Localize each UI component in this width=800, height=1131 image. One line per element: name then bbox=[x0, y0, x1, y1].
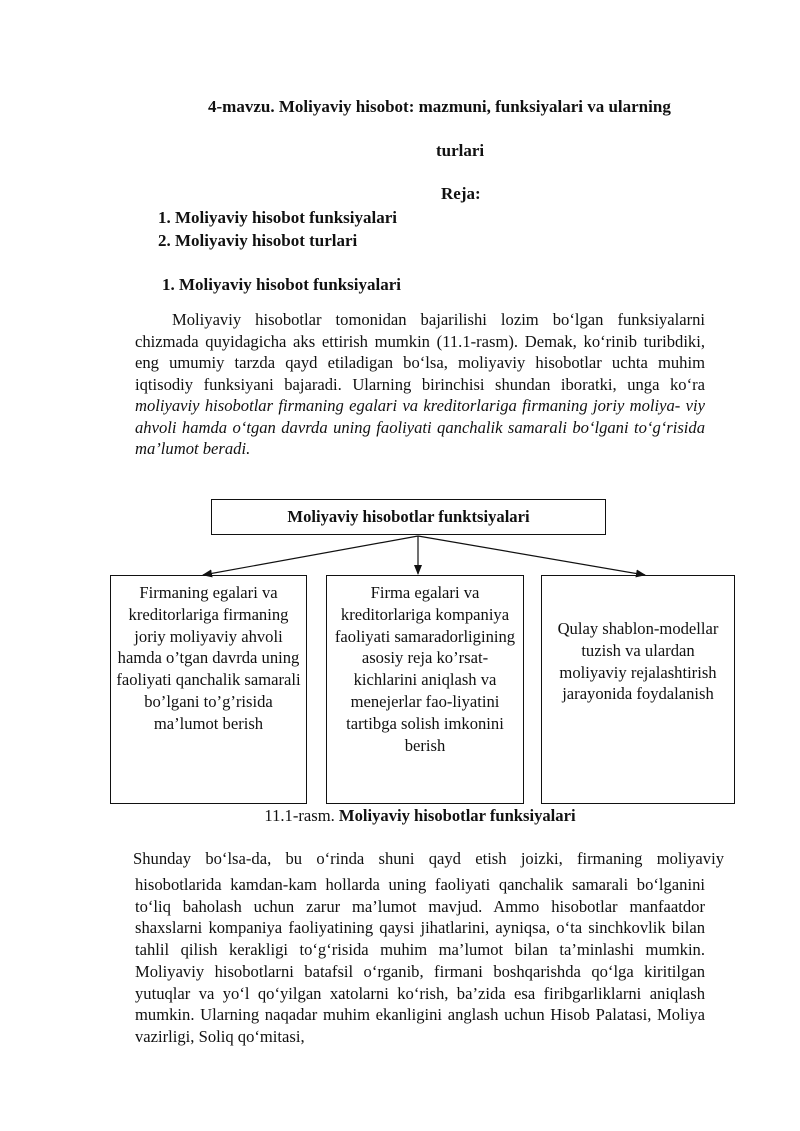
plan-heading: Reja: bbox=[441, 184, 481, 203]
diagram-root-box bbox=[211, 499, 606, 535]
diagram-child-label: Firmaning egalari va kreditorlariga firmaning joriy moliyaviy ahvoli hamda o’tgan davrda uning faoliyati qanchalik samarali bo’lgani to’g’risida ma’lumot berish bbox=[116, 583, 301, 733]
diagram-child-label: Firma egalari va kreditorlariga kompaniya faoliyati samaradorligining asosiy reja ko’rsat-kichlarini aniqlash va menejerlar fao-liyatini tartibga solish imkonini berish bbox=[334, 583, 516, 755]
caption-prefix: 11.1-rasm. bbox=[264, 806, 339, 825]
paragraph-2-first-line: Shunday bo‘lsa-da, bu o‘rinda shuni qayd etish joizki, firmaning moliyaviy bbox=[133, 849, 724, 868]
paragraph-2: hisobotlarida kamdan-kam hollarda uning faoliyati qanchalik samarali bo‘lganini to‘liq baholash uchun zarur ma’lumot mavjud. Ammo hisobotlar manfaatdor shaxslarni kompaniya faoliyatining qaysi jihatlarini, ayniqsa, o‘ta sinchkovlik bilan tahlil qilish kerakligi to‘g‘risida muhim ma’lumot bilan ta’minlashi mumkin. Moliyaviy hisobotlarni batafsil o‘rganib, firmani boshqarishda qo‘lga kiritilgan yutuqlar va yo‘l qo‘yilgan xatolarni ko‘rish, ba’zida esa firibgarliklarni aniqlash mumkin. Ularning naqadar muhim ekanligini anglash uchun Hisob Palatasi, Moliya vazirligi, Soliq qo‘mitasi, bbox=[135, 875, 705, 1046]
diagram-child-label: Qulay shablon-modellar tuzish va ulardan moliyaviy rejalashtirish jarayonida foydalanish bbox=[557, 619, 719, 704]
arrow-right bbox=[418, 536, 645, 575]
figure-caption bbox=[0, 806, 800, 826]
paragraph-1 bbox=[135, 309, 705, 460]
diagram-root-label: Moliyaviy hisobotlar funktsiyalari bbox=[287, 507, 530, 526]
plan-item: 1. Moliyaviy hisobot funksiyalari bbox=[158, 208, 397, 227]
caption-title: Moliyaviy hisobotlar funksiyalari bbox=[338, 806, 576, 825]
document-title-line2: turlari bbox=[436, 141, 485, 160]
arrow-left bbox=[203, 536, 418, 575]
diagram-child-box bbox=[326, 575, 524, 804]
paragraph-1-text: Moliyaviy hisobotlar tomonidan bajarilishi lozim bo‘lgan funksiyalarni chizmada quyidagicha aks ettirish mumkin (11.1-rasm). Demak, ko‘rinib turibdiki, eng umumiy tarzda qayd etiladigan bo‘lsa, moliyaviy hisobotlar uchta muhim iqtisodiy funksiyani bajaradi. Ularning birinchisi shundan iboratki, unga ko‘ra bbox=[135, 310, 705, 394]
section-heading: 1. Moliyaviy hisobot funksiyalari bbox=[162, 275, 401, 294]
diagram-child-box bbox=[541, 575, 735, 804]
plan-item: 2. Moliyaviy hisobot turlari bbox=[158, 231, 358, 250]
diagram-child-box bbox=[110, 575, 307, 804]
document-title-line1: 4-mavzu. Moliyaviy hisobot: mazmuni, funksiyalari va ularning bbox=[208, 97, 671, 116]
paragraph-1-italic: moliyaviy hisobotlar firmaning egalari va kreditorlariga firmaning joriy moliya- viy ahvoli hamda o‘tgan davrda uning faoliyati qanchalik samarali bo‘lgani to‘g‘risida ma’lumot beradi. bbox=[135, 396, 705, 458]
plan-list bbox=[158, 206, 397, 252]
